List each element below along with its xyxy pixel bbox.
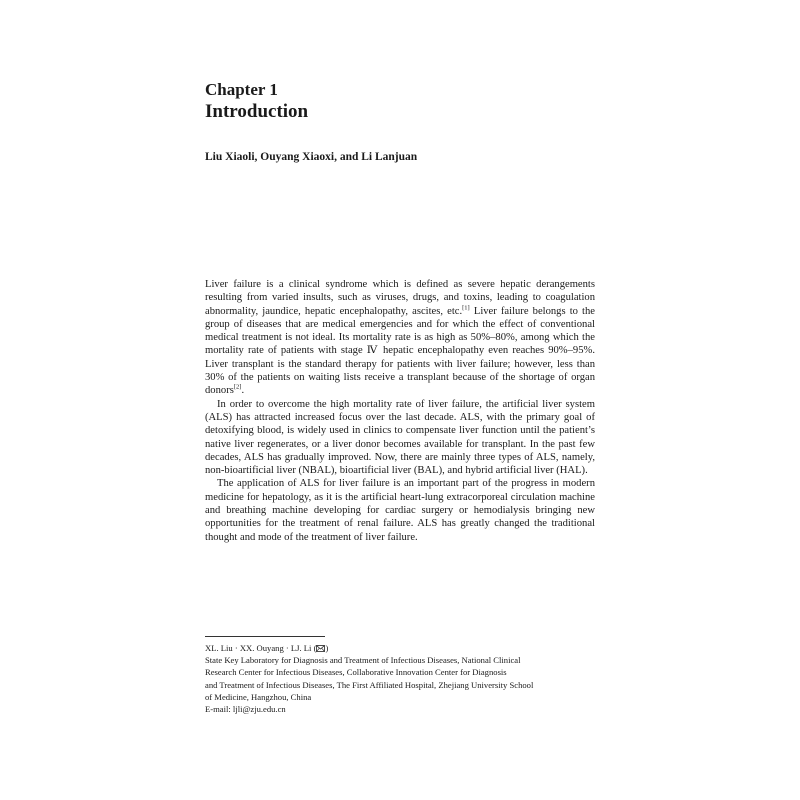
reference-2: [2] <box>233 383 242 391</box>
body-text <box>205 278 595 544</box>
footnote-names: XL. Liu · XX. Ouyang · LJ. Li ( <box>205 643 317 653</box>
affiliation-line-1: State Key Laboratory for Diagnosis and Treatment of Infectious Diseases, National Clinical <box>205 655 521 666</box>
paragraph-1-part-c: . <box>241 385 245 397</box>
reference-1: [1] <box>462 304 470 312</box>
footnote-names-close: ) <box>325 643 329 653</box>
contact-email: E-mail: ljli@zju.edu.cn <box>205 704 286 715</box>
paragraph-1 <box>205 278 595 398</box>
footnote-author-line <box>205 642 605 654</box>
paragraph-3: The application of ALS for liver failure is an important part of the progress in modern medicine for hepatology, as it is the artificial heart-lung extracorporeal circulation machine and breathing machine developing for cardiac surgery or hemodialysis bringing new opportunities for the treatment of renal failure. ALS has greatly changed the traditional thought and mode of the treatment of liver failure. <box>205 478 595 543</box>
paragraph-1-part-a: Liver failure is a clinical syndrome which is defined as severe hepatic derangements resulting from varied insults, such as viruses, drugs, and toxins, leading to coagulation abnormality, jaundice, hepatic encephalopathy, ascites, etc. <box>205 279 595 317</box>
footnote <box>205 642 605 715</box>
paragraph-1-part-b: Liver failure belongs to the group of diseases that are medical emergencies and for which the effect of conventional medical treatment is not ideal. Its mortality rate is as high as 50%–80%, among which the mortality rate of patients with stage Ⅳ hepatic encephalopathy even reaches 90%–95%. Liver transplant is the standard therapy for patients with liver failure; however, less than 30% of the patients on waiting lists receive a transplant because of the shortage of organ donors <box>205 305 596 397</box>
paragraph-2: In order to overcome the high mortality rate of liver failure, the artificial liver system (ALS) has attracted increased focus over the last decade. ALS, with the primary goal of detoxifying blood, is widely used in clinics to compensate liver function until the patient’s native liver regenerates, or a liver donor becomes available for transplant. In the past few decades, ALS has gradually improved. Now, there are mainly three types of ALS, namely, non-bioartificial liver (NBAL), bioartificial liver (BAL), and hybrid artificial liver (HAL). <box>205 398 595 477</box>
affiliation-line-2: Research Center for Infectious Diseases, Collaborative Innovation Center for Diagnosis <box>205 667 507 678</box>
chapter-title: Introduction <box>205 101 309 122</box>
affiliation-line-3: and Treatment of Infectious Diseases, The First Affiliated Hospital, Zhejiang University School <box>205 679 534 690</box>
author-list: Liu Xiaoli, Ouyang Xiaoxi, and Li Lanjuan <box>205 151 418 163</box>
chapter-label: Chapter 1 <box>205 80 278 99</box>
footnote-divider <box>205 636 325 637</box>
affiliation-line-4: of Medicine, Hangzhou, China <box>205 691 312 702</box>
